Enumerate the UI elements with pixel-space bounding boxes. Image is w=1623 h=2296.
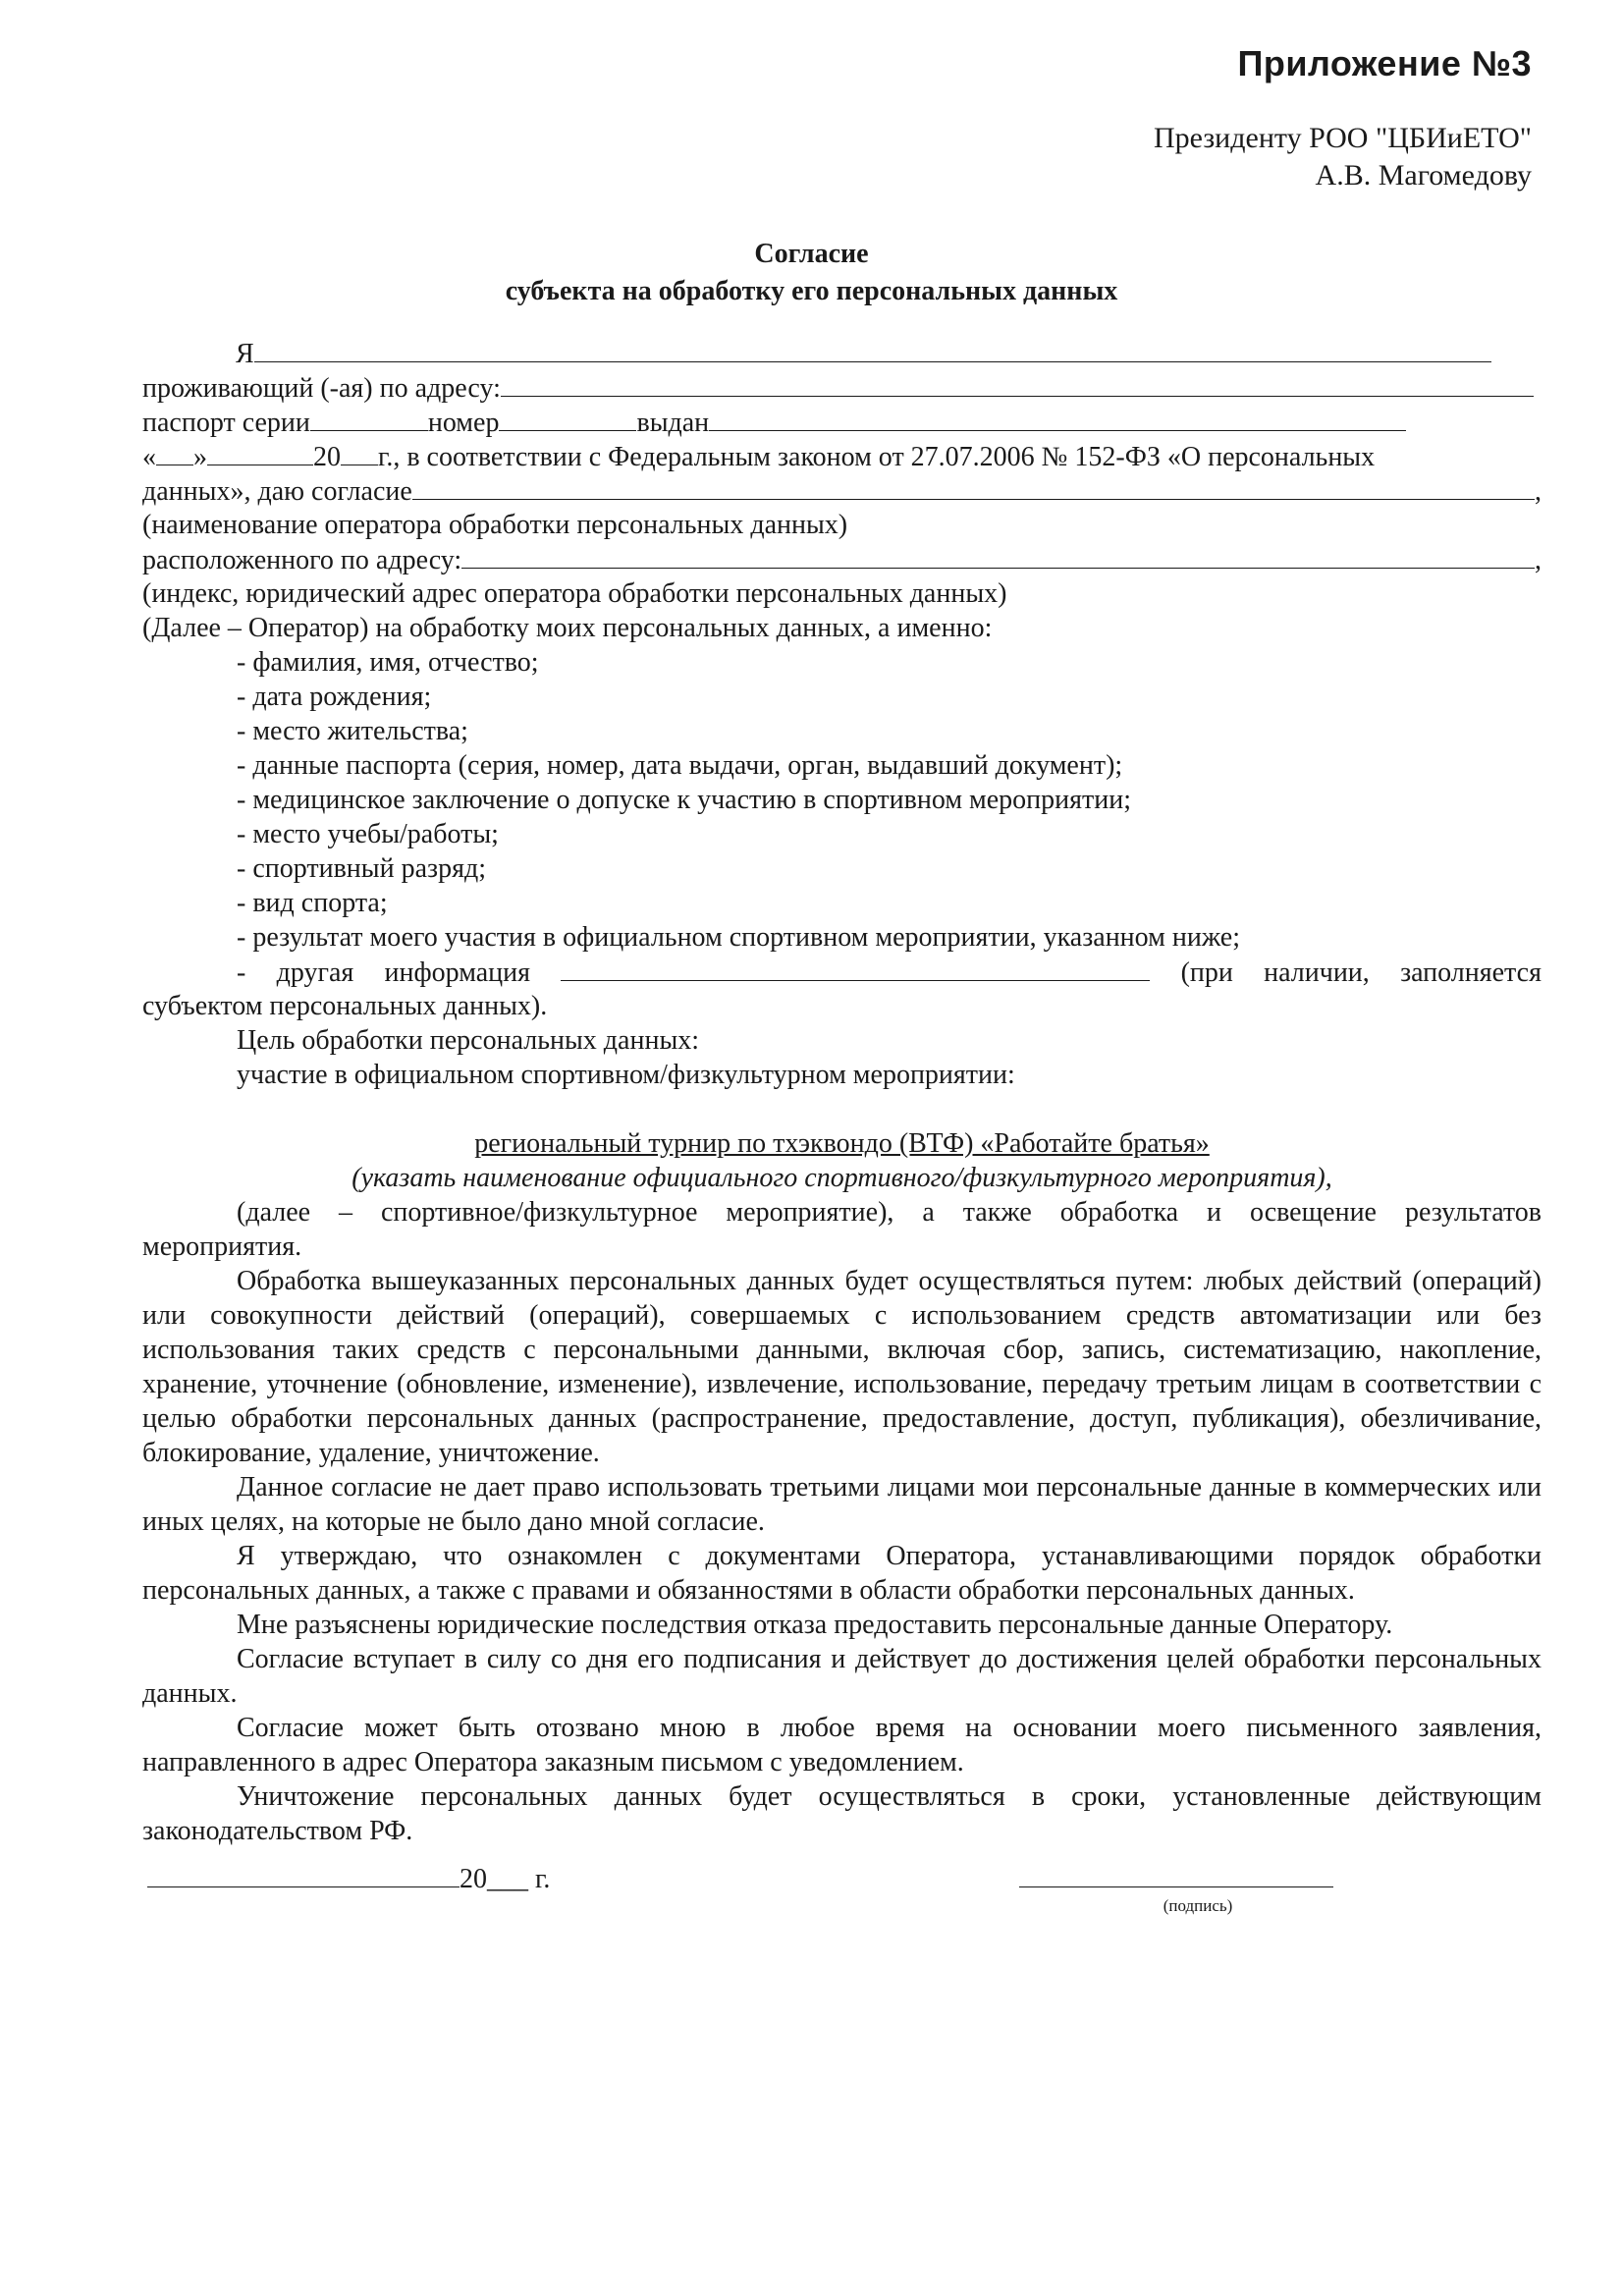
- destruction-paragraph: Уничтожение персональных данных будет осуществляться в сроки, установленные действующим законодательством РФ.: [142, 1781, 1542, 1846]
- annex-number: Приложение №3: [1237, 43, 1532, 83]
- purpose-label: Цель обработки персональных данных:: [237, 1025, 700, 1056]
- document-body: [142, 336, 1542, 1848]
- signature-area: [147, 1861, 1335, 1920]
- list-item: - дата рождения;: [237, 682, 432, 712]
- residing-label: проживающий (-ая) по адресу:: [142, 373, 501, 404]
- other-info-after-2: наличии,: [1264, 957, 1370, 988]
- law-reference-text: г., в соответствии с Федеральным законом от 27.07.2006 № 152-ФЗ «О персональных: [378, 442, 1376, 472]
- consent-label: данных», даю согласие: [142, 476, 412, 507]
- other-info-continuation: субъектом персональных данных).: [142, 991, 548, 1021]
- signature-date-field[interactable]: [147, 1861, 460, 1887]
- i-label: Я: [236, 339, 254, 369]
- residence-row: [142, 370, 1542, 405]
- list-item: - данные паспорта (серия, номер, дата выдачи, орган, выдавший документ);: [237, 750, 1123, 781]
- addressee-name: А.В. Магомедову: [1315, 159, 1532, 191]
- signature-year: 20___ г.: [460, 1864, 551, 1894]
- data-list-intro: (Далее – Оператор) на обработку моих персональных данных, а именно:: [142, 613, 993, 643]
- list-item: - фамилия, имя, отчество;: [237, 647, 539, 678]
- passport-number-label: номер: [427, 408, 500, 438]
- other-info-word-1: другая: [276, 957, 354, 988]
- spacer: [142, 1092, 1542, 1126]
- residence-address-field[interactable]: [501, 370, 1534, 397]
- list-item: - результат моего участия в официальном спортивном мероприятии, указанном ниже;: [237, 922, 1240, 953]
- addressee-block: [1154, 120, 1532, 194]
- list-item: - медицинское заключение о допуске к участию в спортивном мероприятии;: [237, 785, 1132, 815]
- title-line-2: субъекта на обработку его персональных данных: [505, 276, 1118, 306]
- other-info-word-2: информация: [384, 957, 531, 988]
- other-info-after-3: заполняется: [1400, 957, 1542, 988]
- list-item: - место жительства;: [237, 716, 468, 746]
- year-prefix: 20: [313, 442, 341, 472]
- document-title: [0, 236, 1623, 310]
- list-item: - спортивный разряд;: [237, 853, 486, 884]
- operator-address-field[interactable]: [461, 542, 1535, 569]
- after-event-line-2: мероприятия.: [142, 1231, 302, 1262]
- address-row-comma: ,: [1535, 545, 1542, 575]
- no-transfer-paragraph: Данное согласие не дает право использовать третьими лицами мои персональные данные в коммерческих или иных целях, на которые не было дано мной согласие.: [142, 1472, 1542, 1537]
- passport-issued-field[interactable]: [709, 405, 1406, 431]
- signature-date: [147, 1861, 550, 1895]
- signature-field[interactable]: [1019, 1861, 1333, 1887]
- operator-name-hint: (наименование оператора обработки персональных данных): [142, 510, 848, 540]
- consequences-paragraph: Мне разъяснены юридические последствия отказа предоставить персональные данные Оператору.: [237, 1610, 1393, 1640]
- purpose-text: участие в официальном спортивном/физкультурном мероприятии:: [237, 1060, 1015, 1090]
- consent-row-comma: ,: [1535, 476, 1542, 507]
- issue-day-field[interactable]: [156, 439, 193, 465]
- passport-number-field[interactable]: [499, 405, 636, 431]
- date-open-quote: «: [142, 442, 156, 472]
- name-row: [142, 336, 1542, 370]
- operator-address-hint: (индекс, юридический адрес оператора обработки персональных данных): [142, 578, 1007, 609]
- signature-caption: (подпись): [1163, 1896, 1233, 1915]
- passport-series-field[interactable]: [310, 405, 428, 431]
- other-info-row: [142, 955, 1542, 989]
- full-name-field[interactable]: [254, 336, 1491, 362]
- issue-year-field[interactable]: [341, 439, 378, 465]
- list-item: - вид спорта;: [237, 888, 388, 918]
- operator-name-field[interactable]: [412, 473, 1535, 500]
- validity-paragraph: Согласие вступает в силу со дня его подписания и действует до достижения целей обработки персональных данных.: [142, 1644, 1542, 1709]
- located-label: расположенного по адресу:: [142, 545, 462, 575]
- date-close-quote: »: [193, 442, 207, 472]
- processing-paragraph: Обработка вышеуказанных персональных данных будет осуществляться путем: любых действий (операций) или совокупности действий (операций), совершаемых с использованием средств автоматизации или без использования таких средств с персональными данными, включая сбор, запись, систематизацию, накопление, хранение, уточнение (обновление, изменение), извлечение, использование, передачу третьим лицам в соответствии с целью обработки персональных данных (распространение, предоставление, доступ, публикация), обезличивание, блокирование, удаление, уничтожение.: [142, 1266, 1542, 1468]
- addressee-position: Президенту РОО "ЦБИиЕТО": [1153, 122, 1532, 154]
- consent-row: [142, 473, 1542, 508]
- personal-data-list: [142, 645, 1542, 955]
- passport-row: [142, 405, 1542, 439]
- title-line-1: Согласие: [754, 239, 869, 269]
- revocation-paragraph: Согласие может быть отозвано мною в любое время на основании моего письменного заявления, направленного в адрес Оператора заказным письмом с уведомлением.: [142, 1713, 1542, 1777]
- other-info-dash: -: [237, 957, 246, 988]
- date-law-row: [142, 439, 1542, 473]
- event-name: региональный турнир по тхэквондо (ВТФ) «Работайте братья»: [474, 1128, 1210, 1159]
- list-item: - место учебы/работы;: [237, 819, 499, 849]
- event-name-hint: (указать наименование официального спортивного/физкультурного мероприятия),: [352, 1163, 1332, 1193]
- other-info-field[interactable]: [561, 955, 1150, 981]
- passport-series-label: паспорт серии: [142, 408, 310, 438]
- passport-issued-label: выдан: [636, 408, 710, 438]
- after-event-line-1: (далее – спортивное/физкультурное мероприятие), а также обработка и освещение результатов: [237, 1197, 1542, 1228]
- other-info-after-1: (при: [1180, 957, 1233, 988]
- issue-month-field[interactable]: [207, 439, 313, 465]
- acknowledgement-paragraph: Я утверждаю, что ознакомлен с документами Оператора, устанавливающими порядок обработки персональных данных, а также с правами и обязанностями в области обработки персональных данных.: [142, 1541, 1542, 1606]
- operator-address-row: [142, 542, 1542, 576]
